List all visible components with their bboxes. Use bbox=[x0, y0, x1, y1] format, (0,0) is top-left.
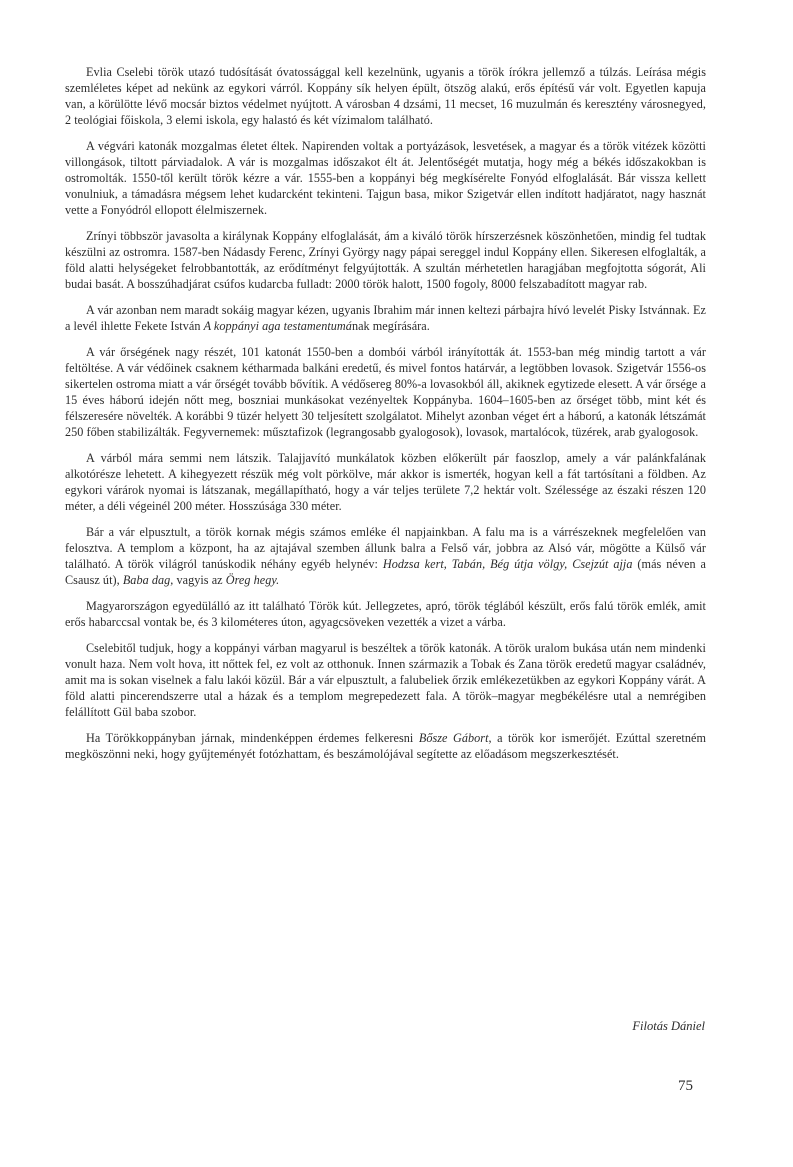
text-run: Cselebitől tudjuk, hogy a koppányi várban magyarul is beszéltek a török katonák. A török uralom bukása után nem mindenki vonult haza. Nem volt hova, itt nőttek fel, ez volt az otthonuk. Innen származik a Tobak és Zana török eredetű magyar családnév, amit ma is sokan viselnek a falu lakói közül. Bár a vár elpusztult, a falubeliek őrzik emlékezetükben az egykori Koppány várát. A föld alatti pincerendszerre utal a házak és a templom megrepedezett fala. A török–magyar megbékélésre utal a nemrégiben felállított Gül baba szobor. bbox=[65, 641, 706, 719]
paragraph bbox=[65, 598, 706, 630]
paragraph bbox=[65, 344, 706, 440]
author-signature: Filotás Dániel bbox=[632, 1019, 705, 1033]
text-run: vagyis az bbox=[173, 573, 226, 587]
text-run: , a török kor ismerőjét. Ezúttal szeretném megköszönni neki, hogy gyűjteményét fotózhattam, és beszámolójával segítette az előadásom megszerkesztését. bbox=[65, 731, 706, 761]
text-run: Magyarországon egyedülálló az itt található Török kút. Jellegzetes, apró, török téglából készült, erős falú török emlék, amit erős habarccsal vontak be, és 3 kilométeres úton, agyagcsöveken vezették a vizet a várba. bbox=[65, 599, 706, 629]
text-run: Zrínyi többször javasolta a királynak Koppány elfoglalását, ám a kiváló török hírszerzésnek köszönhetően, mindig fel tudtak készülni az ostromra. 1587-ben Nádasdy Ferenc, Zrínyi György nagy pápai sereggel indul Koppány ellen. Sikeresen elfoglalták, a föld alatti helységeket felrobbantották, az erődítményt felgyújtották. A szultán mérhetetlen haragjában megfojtotta sógorát, Ali budai basát. A bosszúhadjárat csúfos kudarcba fulladt: 2000 török halott, 1500 fogoly, 8000 felszabadított magyar rab. bbox=[65, 229, 706, 291]
paragraph bbox=[65, 524, 706, 588]
article-body bbox=[65, 64, 706, 772]
paragraph bbox=[65, 730, 706, 762]
text-run: Bár a vár elpusztult, a török kornak mégis számos emléke él napjainkban. A falu ma is a várrészeknek megfelelően van felosztva. A templom a központ, ha az ajtajával szemben állunk balra a Felső vár, jobbra az Alsó vár, mögötte a Külső vár található. A török világról tanúskodik néhány egyéb helynév: bbox=[65, 525, 706, 571]
paragraph bbox=[65, 640, 706, 720]
italic-text-run: Baba dag, bbox=[122, 573, 174, 587]
paragraph bbox=[65, 302, 706, 334]
paragraph bbox=[65, 228, 706, 292]
italic-text-run: Öreg hegy. bbox=[225, 573, 280, 587]
text-run: A vár őrségének nagy részét, 101 katonát 1550-ben a dombói várból irányították át. 1553-ban még mindig tartott a vár feltöltése. A vár védőinek csaknem kétharmada balkáni eredetű, és mivel fontos határvár, a legtöbben lovasok. Szigetvár 1556-os sikertelen ostroma miatt a vár őrségét tovább bővítik. A védősereg 80%-a lovasokból áll, akiknek egytizede elesett. A vár őrsége a 15 éves háború idején nőtt meg, boszniai munkásokat vezényeltek Koppányba. 1604–1605-ben az őrséget több, mint két és félszeresére növelték. A korábbi 9 tüzér helyett 30 teljesített szolgálatot. Mihelyt azonban véget ért a háború, a katonák létszámát 250 főben stabilizálták. Fegyvernemek: műsztafizok (legrangosabb gyalogosok), lovasok, martalócok, tüzérek, arab gyalogosok. bbox=[65, 345, 706, 439]
paragraph bbox=[65, 64, 706, 128]
italic-text-run: A koppányi aga testamentumá bbox=[203, 319, 352, 333]
text-run: Evlia Cselebi török utazó tudósítását óvatossággal kell kezelnünk, ugyanis a török írókra jellemző a túlzás. Leírása mégis szemléletes képet ad nekünk az egykori várról. Koppány sík helyen épült, ötszög alakú, erős építésű vár volt. Egyetlen kapuja van, a körülötte lévő mocsár biztos védelmet nyújtott. A városban 4 dzsámi, 11 mecset, 16 muzulmán és keresztény városnegyed, 2 teológiai főiskola, 3 elemi iskola, egy halastó és két vízimalom található. bbox=[65, 65, 706, 127]
text-run: nak megírására. bbox=[351, 319, 430, 333]
text-run: (más néven a Csausz út), bbox=[65, 557, 706, 587]
italic-text-run: Hodzsa kert, Tabán, Bég útja völgy, Csejzút ajja bbox=[382, 557, 633, 571]
paragraph bbox=[65, 450, 706, 514]
paragraph bbox=[65, 138, 706, 218]
italic-text-run: Bősze Gábort bbox=[418, 731, 489, 745]
text-run: A vár azonban nem maradt sokáig magyar kézen, ugyanis Ibrahim már innen keltezi párbajra hívó levelét Pisky Istvánnak. Ez a levél ihlette Fekete István bbox=[65, 303, 706, 333]
text-run: A végvári katonák mozgalmas életet éltek. Napirenden voltak a portyázások, lesvetések, a magyar és a török vitézek közötti villongások, tiltott párviadalok. A vár is mozgalmas időszakot élt át. Jelentőségét mutatja, hogy még a békés időszakokban is ostromolták. 1550-től került török kézre a vár. 1555-ben a koppányi bég megkísérelte Fonyód elfoglalását. Bár vissza kellett vonulniuk, a támadásra mégsem lehet kudarcként tekinteni. Tajgun basa, mikor Szigetvár ellen indított hadjáratot, nagy hasznát vette a Fonyódról ellopott élelmiszernek. bbox=[65, 139, 706, 217]
text-run: A várból mára semmi nem látszik. Talajjavító munkálatok közben előkerült pár faoszlop, amely a vár palánkfalának alkotórésze lehetett. A kihegyezett részük még volt pörkölve, már akkor is ismerték, hogyan kell a fát tartósítani a földben. Az egykori várárok nyomai is látszanak, megállapítható, hogy a vár teljes területe 7,2 hektár volt. Szélessége az északi részen 120 méter, a déli végeinél 200 méter. Hosszúsága 330 méter. bbox=[65, 451, 706, 513]
page-number: 75 bbox=[678, 1078, 693, 1094]
text-run: Ha Törökkoppányban járnak, mindenképpen érdemes felkeresni bbox=[86, 731, 419, 745]
